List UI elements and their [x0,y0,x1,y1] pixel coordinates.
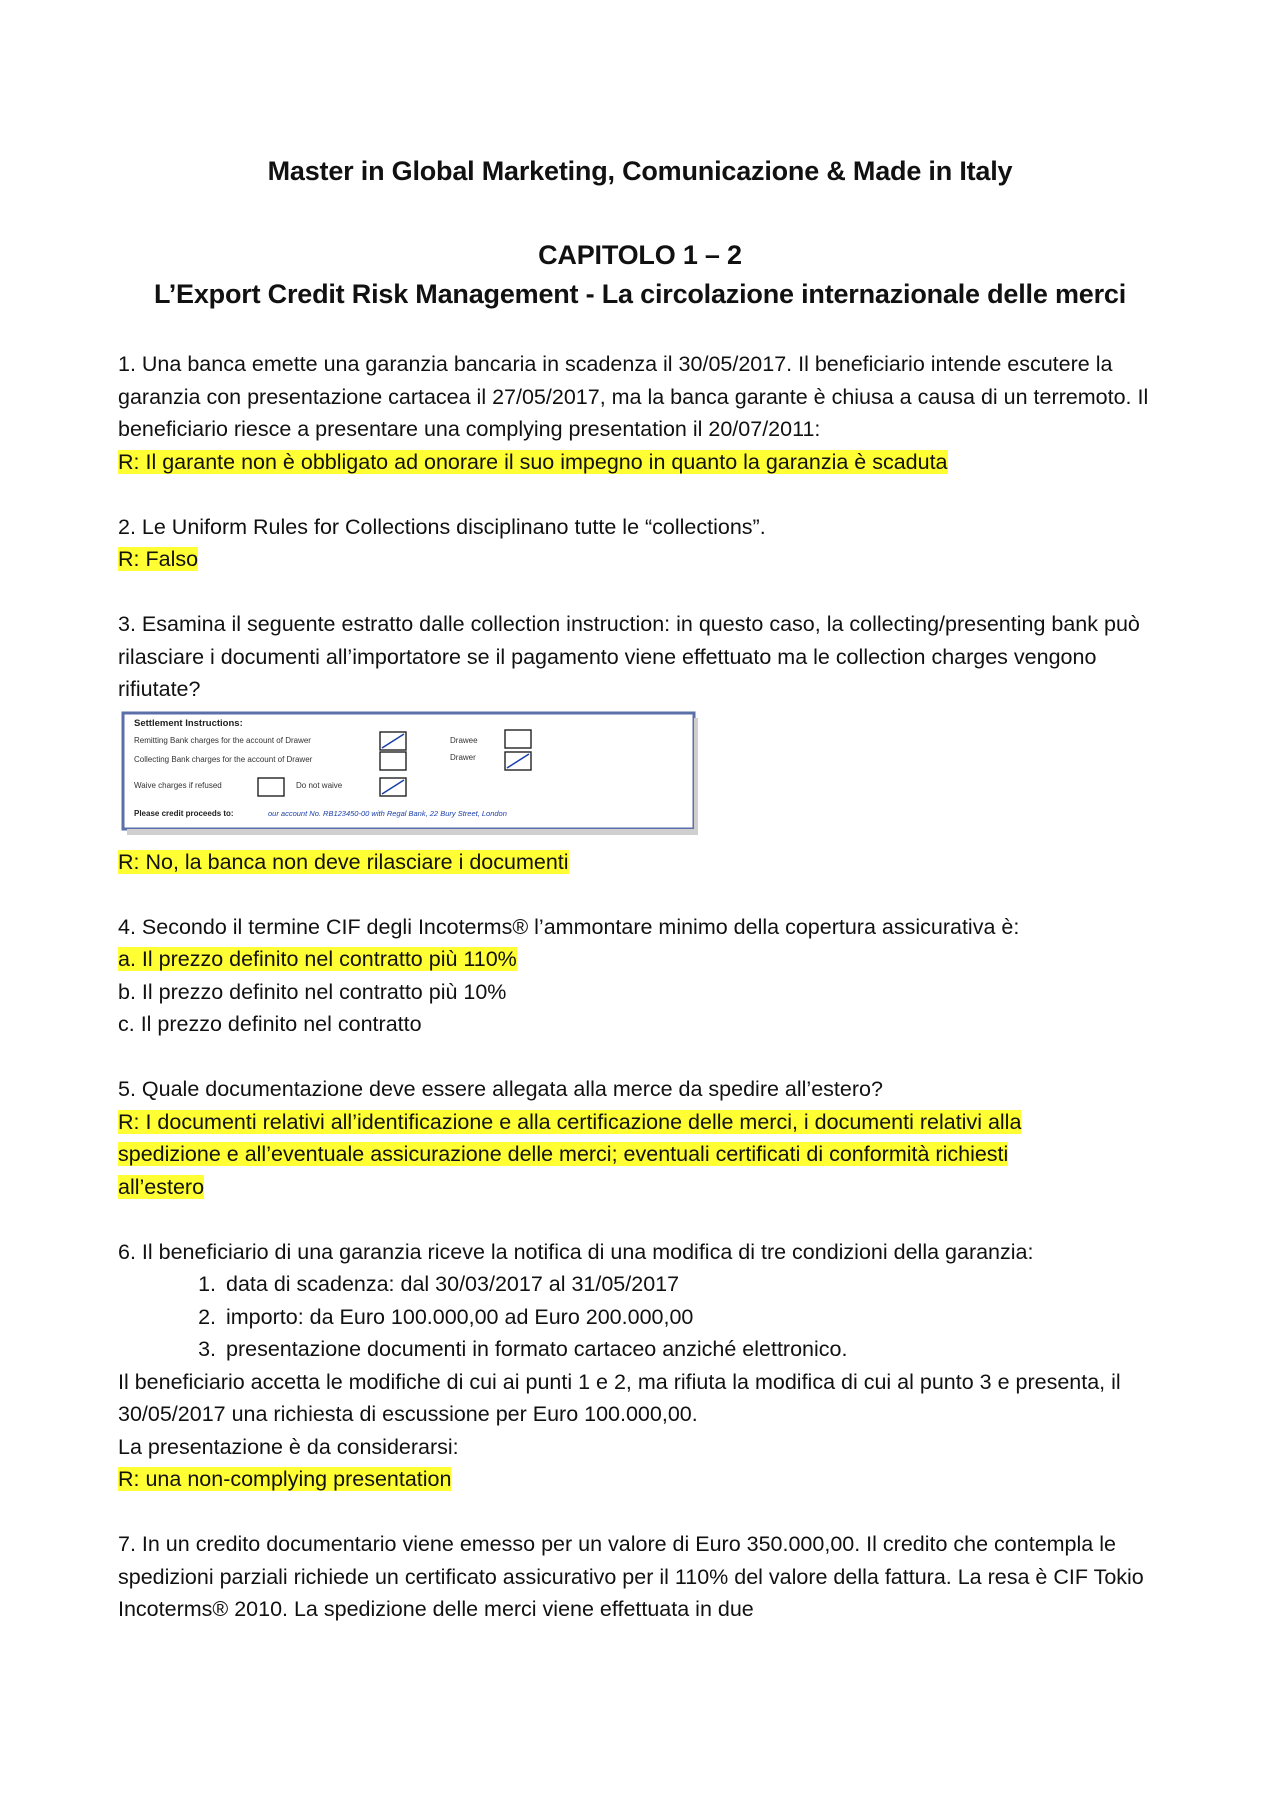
question-7-text: 7. In un credito documentario viene emesso per un valore di Euro 350.000,00. Il credito che contempla le spedizioni parziali richiede un certificato assicurativo per il 110% del valore della fattura. La resa è CIF Tokio Incoterms® 2010. La spedizione delle merci viene effettuata in due [118,1532,1144,1621]
question-4-text: 4. Secondo il termine CIF degli Incoterms® l’ammontare minimo della copertura assicurativa è: [118,914,1020,939]
question-4-option-c: c. Il prezzo definito nel contratto [118,1012,422,1036]
question-5-text: 5. Quale documentazione deve essere allegata alla merce da spedire all’estero? [118,1077,883,1101]
question-2-text: 2. Le Uniform Rules for Collections disciplinano tutte le “collections”. [118,514,766,539]
figure-row1-label: Remitting Bank charges for the account of Drawer [134,735,311,745]
figure-drawer-label: Drawer [450,752,476,762]
question-1-text: 1. Una banca emette una garanzia bancaria in scadenza il 30/05/2017. Il beneficiario intende escutere la garanzia con presentazione cartacea il 27/05/2017, ma la banca garante è chiusa a causa di un terremoto. Il beneficiario riesce a presentare una complying presentation il 20/07/2011: [118,352,1149,441]
document-title: Master in Global Marketing, Comunicazione & Made in Italy [267,156,1013,186]
figure-donot-label: Do not waive [296,780,343,790]
question-3-text: 3. Esamina il seguente estratto dalle collection instruction: in questo caso, la collecting/presenting bank può rilasciare i documenti all’importatore se il pagamento viene effettuato ma le collection charges vengono rifiutate? [118,612,1140,701]
question-3 [118,608,1178,878]
question-5-answer-line-2: spedizione e all’eventuale assicurazione delle merci; eventuali certificati di conformità richiesti [118,1142,1009,1166]
question-6-after-2: La presentazione è da considerarsi: [118,1434,459,1459]
list-item: 2. importo: da Euro 100.000,00 ad Euro 200.000,00 [222,1301,1178,1334]
figure-row2-label: Collecting Bank charges for the account of Drawer [134,754,313,764]
question-4 [118,911,1178,1041]
question-5-answer-line-3: all’estero [118,1174,205,1199]
figure-drawee-label: Drawee [450,735,478,745]
question-6-list [118,1268,1178,1366]
question-4-option-b: b. Il prezzo definito nel contratto più 10% [118,979,507,1004]
checkbox-remitting-drawee [505,730,531,748]
question-6 [118,1236,1178,1496]
question-5 [118,1073,1178,1203]
figure-waive-label: Waive charges if refused [134,780,222,790]
question-2-answer: R: Falso [118,547,199,571]
question-5-answer-line-1: R: I documenti relativi all’identificazione e alla certificazione delle merci, i documenti relativi alla [118,1109,1022,1134]
settlement-instructions-figure [120,710,699,840]
question-3-answer: R: No, la banca non deve rilasciare i documenti [118,849,569,874]
figure-credit-label: Please credit proceeds to: [134,808,234,818]
questions-content [118,348,1178,1658]
figure-heading: Settlement Instructions: [134,717,243,729]
figure-credit-value: our account No. RB123450-00 with Regal Bank, 22 Bury Street, London [268,808,507,818]
question-4-answer: a. Il prezzo definito nel contratto più 110% [118,947,517,971]
chapter-subtitle: L’Export Credit Risk Management - La circolazione internazionale delle merci [153,279,1127,309]
chapter-heading: CAPITOLO 1 – 2 [538,240,742,270]
question-1 [118,348,1178,478]
checkbox-collecting-drawer [380,752,406,770]
question-1-answer: R: Il garante non è obbligato ad onorare il suo impegno in quanto la garanzia è scaduta [118,449,948,474]
checkbox-waive [258,778,284,796]
list-item: 3. presentazione documenti in formato cartaceo anziché elettronico. [222,1333,1178,1366]
list-item: 1. data di scadenza: dal 30/03/2017 al 31/05/2017 [222,1268,1178,1301]
question-6-answer: R: una non-complying presentation [118,1467,452,1491]
question-6-after-1: Il beneficiario accetta le modifiche di cui ai punti 1 e 2, ma rifiuta la modifica di cui al punto 3 e presenta, il 30/05/2017 una richiesta di escussione per Euro 100.000,00. [118,1369,1121,1426]
question-6-text: 6. Il beneficiario di una garanzia riceve la notifica di una modifica di tre condizioni della garanzia: [118,1239,1034,1264]
question-2 [118,511,1178,576]
question-7 [118,1528,1178,1626]
